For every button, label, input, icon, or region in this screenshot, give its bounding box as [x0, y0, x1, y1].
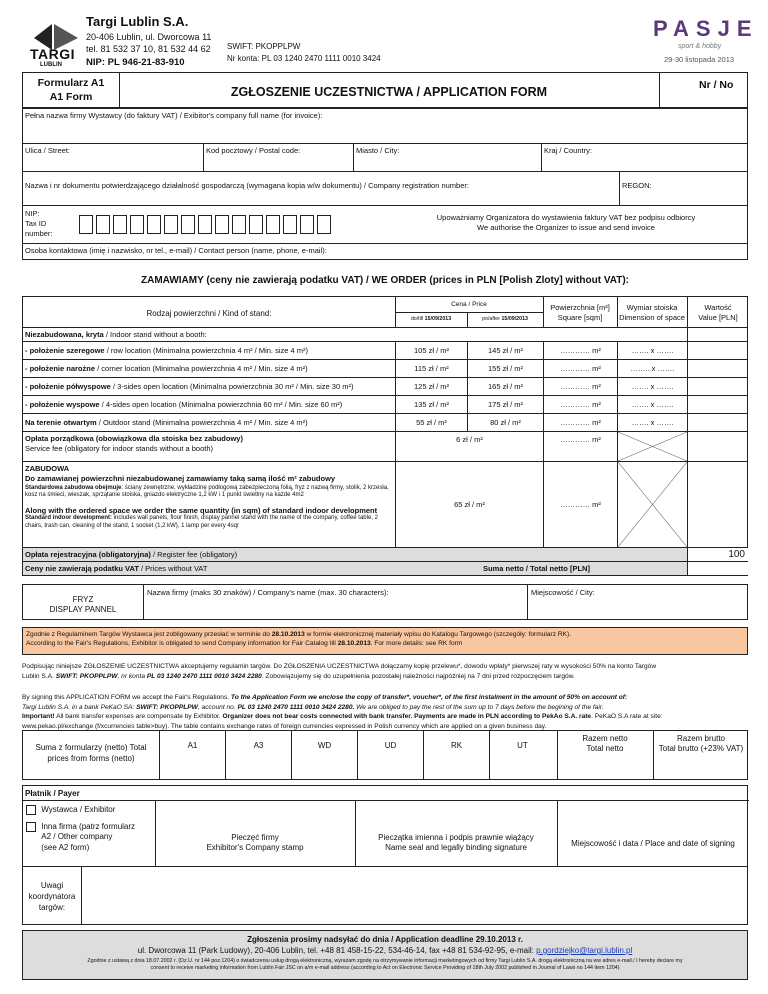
registration-field[interactable]: Nazwa i nr dokumentu potwierdzającego działalność gospodarczą (wymagana kopia w/w dokumentu) / Company registration number:	[25, 181, 469, 190]
col-price: Cena / Price	[451, 301, 487, 308]
service-area[interactable]: ………… m²	[543, 432, 617, 461]
company-address: 20-406 Lublin, ul. Dworcowa 11	[86, 32, 212, 42]
fryz-city-field[interactable]: Miejscowość / City:	[527, 585, 747, 619]
summary-col-wd[interactable]: WD	[291, 731, 357, 779]
value-input[interactable]	[687, 378, 749, 395]
price-before: 55 zł / m²	[395, 414, 467, 431]
event-dates: 29-30 listopada 2013	[664, 55, 735, 64]
register-fee-value: 100	[687, 548, 749, 561]
fryz-company-name-field[interactable]: Nazwa firmy (maks 30 znaków) / Company's name (max. 30 characters):	[143, 585, 527, 619]
place-date-field[interactable]: Miejscowość i data / Place and date of signing	[571, 839, 735, 848]
city-field[interactable]: Miasto / City:	[353, 144, 401, 171]
terms-en: By signing this APPLICATION FORM we accept the Fair's Regulations. To the Application Form we enclose the copy of transfer*, voucher*, of the first instalment in the amount of 50% on account of: Targi Lublin S.A. in a bank PeKaO SA: SWIFT: PKOPPLPW, account no. PL 03 1240 2470 1111 0010 3424 2280. We are obliged to pay the rest of the sum up to 7 days before the begining of the fair. Important! All bank transfer expenses are compensate by Exhibitor. Organizer does not bear costs connected with bank transfer. Payments are made in PLN according to PekAo S.A. rate. PeKaO S.A rate at site: www.pekao.pl/exchange (f/xcurrencies table>buy). The table contains exchange rates of foreign currencies expressed in Polish currency which are applied on a given business day.	[22, 694, 663, 730]
payer-section	[22, 785, 748, 867]
area-input[interactable]: ………… m²	[543, 342, 617, 359]
remarks-field[interactable]	[81, 867, 747, 924]
fryz-label: FRYZ DISPLAY PANNEL	[49, 595, 117, 615]
summary-table	[22, 730, 748, 780]
event-logo: PASJE	[653, 16, 759, 41]
exhibitor-checkbox[interactable]	[26, 805, 36, 815]
registration-row	[22, 172, 748, 206]
account-number: Nr konta: PL 03 1240 2470 1111 0010 3424	[227, 54, 381, 63]
price-before: 125 zł / m²	[395, 378, 467, 395]
col-price-before: do/till 15/09/2013	[410, 316, 452, 322]
dimension-input[interactable]: …….. x …….	[617, 360, 687, 377]
stand-type: Na terenie otwartym / Outdoor stand (Minimalna powierzchnia 4 m² / Min. size 4 m²)	[25, 418, 308, 427]
built-area[interactable]: ………… m²	[543, 462, 617, 547]
nip-boxes[interactable]	[79, 215, 334, 236]
form-title: ZGŁOSZENIE UCZESTNICTWA / APPLICATION FORM	[230, 85, 548, 99]
total-label: Suma netto / Total netto [PLN]	[483, 564, 590, 573]
stand-type: - położenie szeregowe / row location (Minimalna powierzchnia 4 m² / Min. size 4 m²)	[25, 346, 309, 355]
col-area: Powierzchnia [m²] Square [sqm]	[550, 303, 610, 322]
col-kind: Rodzaj powierzchni / Kind of stand:	[146, 309, 272, 318]
coordinator-remarks	[22, 867, 748, 925]
service-price: 6 zł / m²	[395, 432, 543, 461]
country-field[interactable]: Kraj / Country:	[541, 144, 747, 171]
summary-col-ut[interactable]: UT	[489, 731, 555, 779]
value-input[interactable]	[687, 360, 749, 377]
summary-gross[interactable]: Razem brutto Total brutto (+23% VAT)	[658, 734, 744, 754]
value-input[interactable]	[687, 396, 749, 413]
form-title-row	[22, 72, 748, 108]
indoor-section-row: Niezabudowana, kryta / Indoor stand without a booth:	[22, 328, 748, 342]
area-input[interactable]: ………… m²	[543, 396, 617, 413]
company-name: Targi Lublin S.A.	[86, 14, 189, 29]
area-input[interactable]: ………… m²	[543, 378, 617, 395]
vat-authorisation: Upoważniamy Organizatora do wystawienia faktury VAT bez podpisu odbiorcy We authorise the Organizer to issue and send invoice	[436, 213, 696, 232]
fryz-section	[22, 584, 748, 620]
swift: SWIFT: PKOPPLPW	[227, 42, 301, 51]
dimension-input[interactable]: ……. x …….	[617, 414, 687, 431]
form-code: Formularz A1 A1 Form	[37, 77, 105, 103]
payer-title: Płatnik / Payer	[25, 789, 80, 798]
address-row	[22, 144, 748, 172]
footer-legal: Zgodnie z ustawą z dnia 18.07.2002 r. (Dz.U. nr 144 poz.1204) o świadczeniu usług drogą elektroniczną, wyrażam zgodę na otrzymywanie informacji marketingowych od firmy Targi Lublin S.A. drogą elektroniczną na ww adres e-mail./ I hereby declare my consent to receive marketing information from Lublin Fair JSC on a/m e-mail address (according to Act on Electronic Service Providing of 18th July 2002 published in Journal of Laws no 144 item 1204)	[87, 958, 683, 972]
payer-option-exhibitor[interactable]: Wystawca / Exhibitor	[26, 805, 115, 815]
price-after: 145 zł / m²	[467, 342, 543, 359]
price-after: 165 zł / m²	[467, 378, 543, 395]
stand-row	[22, 342, 748, 360]
company-stamp-field[interactable]: Pieczęć firmy Exhibitor's Company stamp	[206, 833, 304, 853]
built-stand-row: ZABUDOWA Do zamawianej powierzchni niezabudowanej zamawiamy taką samą ilość m² zabudowy Standardowa zabudowa obejmuje: ściany zewnętrzne, wykładzinę podłogową zabezpieczoną folią, fryz z nazwą firmy, stolik, 2 krzesła, kosz na śmieci, wieszak, sprzątanie stoiska, gniazdo elektryczne 1,2 kW i 1 punkt świetlny na każde 4m2 Along with the ordered space we order the same quantity (in sqm) of standard indoor development Standard indoor development: includes wall panels, floor finish, display pannel stand with the name of the company, coffee table, 2 chairs, trash can, cleaning of the stand, 1 socket (1,2 kW), 1 lamp per every 4sqr 65 zł / m² ………… m²	[22, 462, 748, 548]
register-fee-row: Opłata rejestracyjna (obligatoryjna) / Register fee (obligatory) 100	[22, 548, 748, 562]
regon-field[interactable]: REGON:	[619, 172, 747, 205]
order-table-header	[22, 296, 748, 328]
price-before: 135 zł / m²	[395, 396, 467, 413]
footer-email-link[interactable]: p.gordziejko@targi.lublin.pl	[536, 946, 633, 955]
summary-label: Suma z formularzy (netto) Total prices from forms (netto)	[35, 743, 147, 763]
form-number-label: Nr / No	[699, 79, 734, 91]
summary-col-rk[interactable]: RK	[423, 731, 489, 779]
signature-field[interactable]: Pieczątka imienna i podpis prawnie wiążący Name seal and legally binding signature	[378, 833, 534, 853]
col-dimension: Wymiar stoiska Dimension of space	[619, 303, 685, 322]
summary-net[interactable]: Razem netto Total netto	[582, 734, 628, 754]
logo-word: TARGI	[30, 46, 76, 62]
price-after: 80 zł / m²	[467, 414, 543, 431]
catalog-notice: Zgodnie z Regulaminem Targów Wystawca jest zobligowany przesłać w terminie do 28.10.2013 w formie elektronicznej materiały wpisu do Katalogu Targowego (szczegóły: formularz RK). According to the Fair's Regulations, Exhibitor is obligated to send Company information for Fair Catalog till 28.10.2013. For more details: see RK form	[22, 627, 748, 655]
price-after: 155 zł / m²	[467, 360, 543, 377]
stand-type: - położenie narożne / corner location (Minimalna powierzchnia 4 m² / Min. size 4 m²)	[25, 364, 308, 373]
summary-col-a1[interactable]: A1	[159, 731, 225, 779]
stand-row	[22, 414, 748, 432]
dimension-input[interactable]: ……. x …….	[617, 342, 687, 359]
price-before: 105 zł / m²	[395, 342, 467, 359]
area-input[interactable]: ………… m²	[543, 414, 617, 431]
footer-address: ul. Dworcowa 11 (Park Ludowy), 20-406 Lublin, tel. +48 81 458-15-22, 534-46-14, fax +48 81 534-92-95, e-mail: p.gordziejko@targi.lublin.pl	[137, 946, 633, 955]
value-input[interactable]	[687, 342, 749, 359]
remarks-label: Uwagi koordynatora targów:	[28, 881, 76, 912]
service-value[interactable]	[687, 432, 749, 461]
summary-col-ud[interactable]: UD	[357, 731, 423, 779]
stand-row	[22, 396, 748, 414]
service-dim-disabled	[617, 432, 687, 461]
dimension-input[interactable]: ……. x …….	[617, 396, 687, 413]
stand-type: - położenie wyspowe / 4-sides open location (Minimalna powierzchnia 60 m² / Min. size 60 m²)	[25, 400, 343, 409]
price-before: 115 zł / m²	[395, 360, 467, 377]
stand-row	[22, 378, 748, 396]
area-input[interactable]: ………… m²	[543, 360, 617, 377]
nip-row	[22, 206, 748, 244]
price-after: 175 zł / m²	[467, 396, 543, 413]
col-value: Wartość Value [PLN]	[698, 303, 738, 322]
footer	[22, 930, 748, 980]
contact-field[interactable]: Osoba kontaktowa (imię i nazwisko, nr tel., e-mail) / Contact person (name, phone, e-mail):	[22, 244, 748, 260]
company-phone: tel. 81 532 37 10, 81 532 44 62	[86, 44, 211, 54]
street-field[interactable]: Ulica / Street:	[25, 146, 71, 155]
event-tagline: sport & hobby	[678, 43, 722, 50]
col-price-after: po/after 15/09/2013	[482, 316, 528, 322]
company-nip: NIP: PL 946-21-83-910	[86, 57, 185, 68]
built-value[interactable]	[687, 462, 749, 547]
summary-col-a3[interactable]: A3	[225, 731, 291, 779]
other-company-checkbox[interactable]	[26, 822, 36, 832]
dimension-input[interactable]: ……. x …….	[617, 378, 687, 395]
terms-pl: Podpisując niniejsze ZGŁOSZENIE UCZESTNICTWA akceptujemy regulamin targów. Do ZGŁOSZENIA UCZESTNICTWA dołączamy kopię przelewu*, dowodu wpłaty* pierwszej raty w wysokości 50% na konto Targów Lublin S.A. SWIFT: PKOPPLPW, nr konta PL 03 1240 2470 1111 0010 3424 2280. Zobowiązujemy się do uzupełnienia pozostałej należności najpóźniej na 7 dni przed rozpoczęciem targów.	[22, 663, 657, 680]
postal-field[interactable]: Kod pocztowy / Postal code:	[203, 144, 302, 171]
payer-option-other[interactable]: Inna firma (patrz formularz A2 / Other company (see A2 form)	[26, 822, 135, 853]
built-dim-disabled	[617, 462, 687, 547]
footer-deadline: Zgłoszenia prosimy nadsyłać do dnia / Application deadline 29.10.2013 r.	[247, 935, 523, 944]
service-fee-row: Opłata porządkowa (obowiązkowa dla stoiska bez zabudowy) Service fee (obligatory for indoor stands without a booth) 6 zł / m² ………… m²	[22, 432, 748, 462]
stand-row	[22, 360, 748, 378]
built-price: 65 zł / m²	[395, 462, 543, 547]
total-row: Ceny nie zawierają podatku VAT / Prices without VAT Suma netto / Total netto [PLN]	[22, 562, 748, 576]
value-input[interactable]	[687, 414, 749, 431]
stand-type: - położenie półwyspowe / 3-sides open location (Minimalna powierzchnia 30 m² / Min. size 30 m²)	[25, 382, 354, 391]
logo-sub: LUBLIN	[40, 62, 62, 68]
company-name-field[interactable]: Pełna nazwa firmy Wystawcy (do faktury VAT) / Exibitor's company full name (for invoice):	[22, 108, 748, 144]
order-heading: ZAMAWIAMY (ceny nie zawierają podatku VAT) / WE ORDER (prices in PLN [Polish Zloty] without VAT):	[141, 275, 629, 286]
total-value[interactable]	[687, 562, 749, 575]
nip-label: NIP: Tax ID number:	[25, 209, 53, 238]
